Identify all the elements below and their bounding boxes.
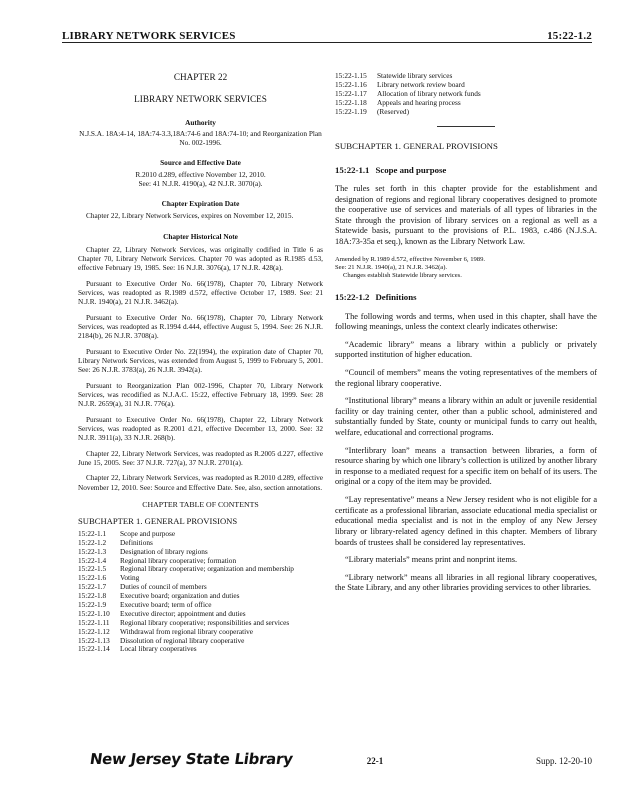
section-number: 15:22-1.1 [335,164,370,175]
toc-entry[interactable]: 15:22-1.12 Withdrawal from regional library cooperative [78,626,254,636]
divider-rule [437,126,495,127]
history-note: Pursuant to Executive Order No. 66(1978), Chapter 22, Library Network Services, was readopted as R.2001 d.21, effective December 13, 2000. See: 32 N.J.R. 3911(a), 33 N.J.R. 268(b). [78,414,323,443]
definition-item: “Council of members” means the voting representatives of the members of the regional library cooperative. [335,368,597,388]
subchapter-heading: SUBCHAPTER 1. GENERAL PROVISIONS [335,141,498,152]
section-title: Definitions [375,292,417,303]
definition-item: “Academic library” means a library within a publicly or privately supported institution of higher education. [335,339,597,360]
toc-entry[interactable]: 15:22-1.18 Appeals and hearing process [335,97,461,107]
definition-item: “Interlibrary loan” means a transaction between libraries, a form of resource sharing by which one library’s collection is utilized by another library in response to a mediated request for a specific item on behalf of its users. The original or a copy of the item may be provided. [335,445,597,487]
page-number: 22-1 [366,756,384,766]
chapter-title: LIBRARY NETWORK SERVICES [134,93,267,104]
toc-entry[interactable]: 15:22-1.10 Executive director; appointment and duties [78,608,246,618]
definition-item: “Library materials” means print and nonprint items. [345,555,518,565]
definitions-intro: The following words and terms, when used in this chapter, shall have the following meanings, unless the context clearly indicates otherwise: [335,311,597,332]
toc-entry[interactable]: 15:22-1.8 Executive board; organization and duties [78,591,240,601]
toc-entry[interactable]: 15:22-1.15 Statewide library services [335,71,453,80]
toc-entry[interactable]: 15:22-1.9 Executive board; term of office [78,599,212,609]
toc-heading: CHAPTER TABLE OF CONTENTS [142,499,259,509]
header-title: LIBRARY NETWORK SERVICES [62,30,236,42]
section-heading-scope [335,165,597,176]
toc-entry[interactable]: 15:22-1.2 Definitions [78,537,153,547]
history-note: Pursuant to Executive Order No. 66(1978), Chapter 70, Library Network Services, was readopted as R.1989 d.572, effective October 17, 1989. See: 21 N.J.R. 1940(a), 21 N.J.R. 3462(a). [78,278,323,307]
amendment-note: See: 21 N.J.R. 1940(a), 21 N.J.R. 3462(a). [335,263,448,271]
history-notes [78,245,323,492]
expiration-heading: Chapter Expiration Date [161,198,240,208]
history-note: Chapter 22, Library Network Services, was originally codified in Title 6 as Chapter 70, Library Network Services. Chapter 70 was adopted as R.1985 d.53, effective February 19, 1985. See: 16 N.J.R. 3076(a), 17 N.J.R. 428(a). [78,244,323,273]
toc-entry[interactable]: 15:22-1.4 Regional library cooperative; formation [78,555,237,565]
history-heading: Chapter Historical Note [163,232,238,242]
section-number: 15:22-1.2 [335,292,370,303]
toc-entry[interactable]: 15:22-1.7 Duties of council of members [78,582,207,592]
expiration-text: Chapter 22, Library Network Services, expires on November 12, 2015. [86,211,294,221]
toc-entry[interactable]: 15:22-1.6 Voting [78,573,140,583]
toc-list-continued [335,72,597,116]
authority-text: N.J.S.A. 18A:4-14, 18A:74-3.3,18A:74-6 and 18A:74-10; and Reorganization Plan No. 002-1996. [79,129,322,148]
toc-entry[interactable]: 15:22-1.11 Regional library cooperative; responsibilities and services [78,617,290,627]
toc-entry[interactable]: 15:22-1.13 Dissolution of regional library cooperative [78,635,245,645]
toc-entry[interactable]: 15:22-1.1 Scope and purpose [78,528,176,538]
history-note: Chapter 22, Library Network Services, was readopted as R.2005 d.227, effective June 15, 2005. See: 37 N.J.R. 727(a), 37 N.J.R. 2701(a). [78,448,323,467]
section-heading-definitions [335,292,597,303]
history-note: Pursuant to Executive Order No. 66(1978), Chapter 70, Library Network Services, was readopted as R.1994 d.444, effective August 5, 1994. See: 26 N.J.R. 2184(b), 26 N.J.R. 3708(a). [78,312,323,341]
section-title: Scope and purpose [375,164,447,175]
authority-heading: Authority [185,117,216,127]
toc-entry[interactable]: 15:22-1.5 Regional library cooperative; organization and membership [78,564,294,574]
toc-entry[interactable]: 15:22-1.3 Designation of library regions [78,546,208,556]
definition-item: “Library network” means all libraries in all regional library cooperatives, the State Library, and any other libraries providing services to other libraries. [335,572,597,593]
left-column [78,72,323,654]
source-heading: Source and Effective Date [160,157,241,167]
amendment-note: Changes establish Statewide library services. [343,272,462,280]
chapter-number: CHAPTER 22 [173,72,228,82]
toc-entry[interactable]: 15:22-1.14 Local library cooperatives [78,644,197,654]
page-footer [90,750,592,768]
history-note: Pursuant to Executive Order No. 22(1994), the expiration date of Chapter 70, Library Network Services, was extended from August 5, 1999 to February 5, 2001. See: 26 N.J.R. 3783(a), 26 N.J.R. 3942(a). [78,346,323,375]
right-column [335,72,597,601]
toc-subchapter: SUBCHAPTER 1. GENERAL PROVISIONS [78,515,238,526]
toc-list [78,530,323,654]
history-note: Pursuant to Reorganization Plan 002-1996, Chapter 70, Library Network Services, was recodified as N.J.A.C. 15:22, effective February 18, 1999. See: 28 N.J.R. 2659(a), 31 N.J.R. 776(a). [78,380,323,409]
toc-entry[interactable]: 15:22-1.16 Library network review board [335,79,465,89]
definition-item: “Institutional library” means a library within an adult or juvenile residential facility or day training center, other than a public school, administered and substantially funded by State, county or municipal funds to carry out health, welfare, educational and correctional programs. [335,396,597,438]
toc-entry[interactable]: 15:22-1.17 Allocation of library network funds [335,88,481,98]
toc-entry[interactable]: 15:22-1.19 (Reserved) [335,106,410,116]
amendment-note: Amended by R.1989 d.572, effective November 6, 1989. [335,255,486,263]
header-section: 15:22-1.2 [547,30,592,42]
supplement-date: Supp. 12-20-10 [536,756,592,766]
scope-text: The rules set forth in this chapter provide for the establishment and designation of regions and regional library cooperatives designed to promote the cooperative use of services and materials of all types of libraries in the State through the provision of library services on a regional as well as a Statewide basis, pursuant to the provisions of P.L. 1983, c.486 (N.J.S.A. 18A:73-35a et seq.), known as the Library Network Law. [335,183,597,246]
nj-state-library-logo: New Jersey State Library [88,750,294,768]
definition-item: “Lay representative” means a New Jersey resident who is not eligible for a certificate as a professional librarian, associate educational media specialist or educational media specialist and is not in the employ of any New Jersey library or library-related agency defined in this chapter. Members of library boards of trustees shall be considered lay representatives. [335,495,597,547]
chapter-heading [78,72,323,208]
running-header [62,22,592,43]
scope-notes [335,256,597,281]
history-note: Chapter 22, Library Network Services, was readopted as R.2010 d.289, effective November 12, 2010. See: Source and Effective Date. See, also, section annotations. [78,473,323,492]
source-text: R.2010 d.289, effective November 12, 2010. See: 41 N.J.R. 4190(a), 42 N.J.R. 3070(a). [135,170,266,189]
